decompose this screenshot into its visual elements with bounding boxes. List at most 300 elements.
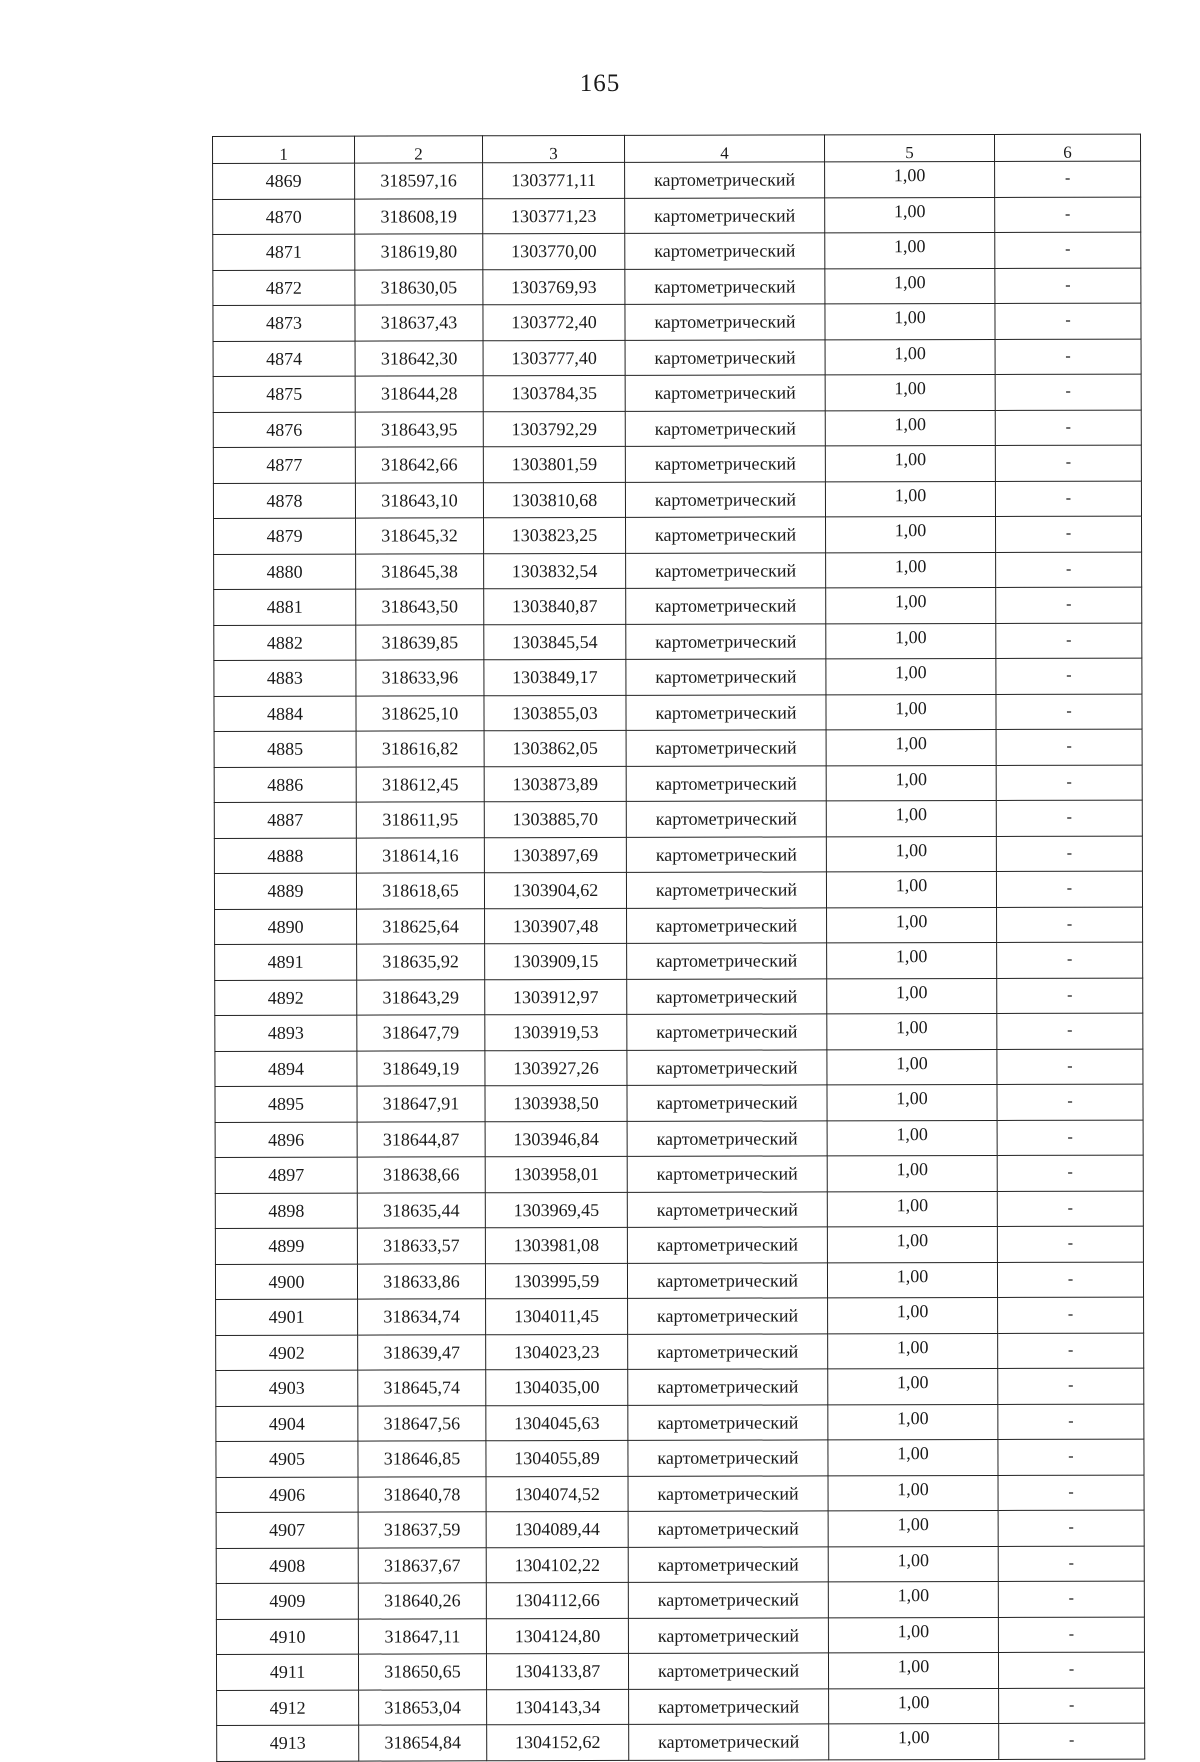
note-cell: - [997,1191,1143,1227]
method-cell: картометрический [626,730,826,766]
method-cell: картометрический [628,1653,828,1689]
table-row [216,1617,1144,1655]
point-number-cell: 4907 [216,1512,358,1548]
y-coordinate-cell: 1303849,17 [484,659,626,695]
point-number-cell: 4888 [214,838,356,874]
y-coordinate-cell: 1304089,44 [486,1511,628,1547]
point-number-cell: 4876 [213,412,355,448]
y-coordinate-cell: 1303862,05 [484,730,626,766]
method-cell: картометрический [626,765,826,801]
note-cell: - [997,907,1143,943]
y-coordinate-cell: 1304035,00 [486,1369,628,1405]
method-cell: картометрический [628,1582,828,1618]
note-cell: - [999,1688,1145,1724]
accuracy-cell: 1,00 [825,268,995,304]
column-header-1: 1 [213,136,355,163]
table-row [214,552,1142,590]
x-coordinate-cell: 318639,47 [358,1334,486,1370]
y-coordinate-cell: 1303873,89 [484,766,626,802]
table-row [216,1333,1144,1371]
column-header-3: 3 [483,135,625,162]
point-number-cell: 4869 [213,163,355,199]
method-cell: картометрический [627,1085,827,1121]
point-number-cell: 4886 [214,767,356,803]
accuracy-cell: 1,00 [825,410,995,446]
y-coordinate-cell: 1303771,11 [483,162,625,198]
x-coordinate-cell: 318633,57 [357,1228,485,1264]
table-row [213,374,1141,412]
accuracy-cell: 1,00 [825,374,995,410]
accuracy-cell: 1,00 [828,1333,998,1369]
x-coordinate-cell: 318647,91 [357,1086,485,1122]
accuracy-cell: 1,00 [826,800,996,836]
accuracy-cell: 1,00 [827,1120,997,1156]
y-coordinate-cell: 1303912,97 [485,979,627,1015]
note-cell: - [998,1333,1144,1369]
x-coordinate-cell: 318640,26 [358,1583,486,1619]
note-cell: - [995,339,1141,375]
note-cell: - [995,516,1141,552]
point-number-cell: 4912 [217,1690,359,1726]
note-cell: - [999,1723,1145,1759]
method-cell: картометрический [625,481,825,517]
table-row [214,658,1142,696]
x-coordinate-cell: 318647,79 [357,1015,485,1051]
table-row [214,800,1142,838]
x-coordinate-cell: 318619,80 [355,234,483,270]
accuracy-cell: 1,00 [826,729,996,765]
note-cell: - [997,1262,1143,1298]
method-cell: картометрический [628,1369,828,1405]
accuracy-cell: 1,00 [828,1404,998,1440]
method-cell: картометрический [627,1049,827,1085]
x-coordinate-cell: 318654,84 [359,1725,487,1761]
x-coordinate-cell: 318638,66 [357,1157,485,1193]
point-number-cell: 4882 [214,625,356,661]
table-row [216,1368,1144,1406]
accuracy-cell: 1,00 [827,1084,997,1120]
table-row [216,1404,1144,1442]
column-header-5: 5 [824,134,994,161]
accuracy-cell: 1,00 [828,1581,998,1617]
x-coordinate-cell: 318633,86 [357,1263,485,1299]
point-number-cell: 4879 [214,518,356,554]
table-row [213,161,1141,199]
y-coordinate-cell: 1303840,87 [484,588,626,624]
note-cell: - [997,942,1143,978]
method-cell: картометрический [626,588,826,624]
table-row [214,516,1142,554]
method-cell: картометрический [627,907,827,943]
x-coordinate-cell: 318597,16 [355,163,483,199]
method-cell: картометрический [625,446,825,482]
note-cell: - [998,1439,1144,1475]
table-row [215,1155,1143,1193]
method-cell: картометрический [628,1617,828,1653]
table-row [216,1546,1144,1584]
table-row [214,765,1142,803]
x-coordinate-cell: 318634,74 [358,1299,486,1335]
point-number-cell: 4877 [213,447,355,483]
method-cell: картометрический [628,1298,828,1334]
method-cell: картометрический [625,375,825,411]
y-coordinate-cell: 1303904,62 [484,872,626,908]
note-cell: - [995,410,1141,446]
y-coordinate-cell: 1303958,01 [485,1156,627,1192]
table-row [215,978,1143,1016]
method-cell: картометрический [628,1440,828,1476]
table-row [216,1510,1144,1548]
point-number-cell: 4892 [215,980,357,1016]
note-cell: - [997,1013,1143,1049]
note-cell: - [996,871,1142,907]
point-number-cell: 4870 [213,199,355,235]
accuracy-cell: 1,00 [825,339,995,375]
y-coordinate-cell: 1303845,54 [484,624,626,660]
y-coordinate-cell: 1303771,23 [483,198,625,234]
table-row [214,871,1142,909]
table-row [213,232,1141,270]
point-number-cell: 4890 [215,909,357,945]
y-coordinate-cell: 1303897,69 [484,837,626,873]
y-coordinate-cell: 1303919,53 [485,1014,627,1050]
method-cell: картометрический [626,623,826,659]
y-coordinate-cell: 1303823,25 [484,517,626,553]
note-cell: - [997,1120,1143,1156]
x-coordinate-cell: 318642,30 [355,340,483,376]
method-cell: картометрический [625,517,825,553]
accuracy-cell: 1,00 [827,1226,997,1262]
point-number-cell: 4905 [216,1441,358,1477]
accuracy-cell: 1,00 [825,161,995,197]
method-cell: картометрический [629,1724,829,1760]
note-cell: - [997,1155,1143,1191]
table-row [213,339,1141,377]
note-cell: - [997,1226,1143,1262]
point-number-cell: 4873 [213,305,355,341]
x-coordinate-cell: 318608,19 [355,198,483,234]
x-coordinate-cell: 318640,78 [358,1476,486,1512]
table-row [216,1581,1144,1619]
point-number-cell: 4899 [215,1228,357,1264]
point-number-cell: 4895 [215,1086,357,1122]
y-coordinate-cell: 1303810,68 [483,482,625,518]
point-number-cell: 4871 [213,234,355,270]
method-cell: картометрический [625,268,825,304]
x-coordinate-cell: 318643,95 [355,411,483,447]
y-coordinate-cell: 1304011,45 [486,1298,628,1334]
note-cell: - [998,1368,1144,1404]
method-cell: картометрический [625,304,825,340]
y-coordinate-cell: 1303969,45 [485,1192,627,1228]
y-coordinate-cell: 1304143,34 [487,1689,629,1725]
point-number-cell: 4889 [214,873,356,909]
method-cell: картометрический [625,197,825,233]
accuracy-cell: 1,00 [826,694,996,730]
y-coordinate-cell: 1303770,00 [483,233,625,269]
note-cell: - [996,800,1142,836]
note-cell: - [996,765,1142,801]
point-number-cell: 4893 [215,1015,357,1051]
x-coordinate-cell: 318637,59 [358,1512,486,1548]
point-number-cell: 4900 [215,1264,357,1300]
coordinates-table [212,134,1145,1762]
table-row [215,1226,1143,1264]
note-cell: - [996,694,1142,730]
x-coordinate-cell: 318646,85 [358,1441,486,1477]
y-coordinate-cell: 1303938,50 [485,1085,627,1121]
y-coordinate-cell: 1303981,08 [485,1227,627,1263]
point-number-cell: 4911 [216,1654,358,1690]
table-row [215,1084,1143,1122]
y-coordinate-cell: 1304055,89 [486,1440,628,1476]
note-cell: - [995,197,1141,233]
note-cell: - [998,1475,1144,1511]
y-coordinate-cell: 1303832,54 [484,553,626,589]
note-cell: - [997,978,1143,1014]
x-coordinate-cell: 318637,67 [358,1547,486,1583]
method-cell: картометрический [628,1511,828,1547]
table-row [217,1723,1145,1761]
x-coordinate-cell: 318650,65 [358,1654,486,1690]
note-cell: - [998,1617,1144,1653]
point-number-cell: 4896 [215,1122,357,1158]
accuracy-cell: 1,00 [828,1546,998,1582]
x-coordinate-cell: 318647,11 [358,1618,486,1654]
accuracy-cell: 1,00 [828,1475,998,1511]
method-cell: картометрический [627,1120,827,1156]
note-cell: - [995,481,1141,517]
note-cell: - [995,232,1141,268]
accuracy-cell: 1,00 [827,1049,997,1085]
accuracy-cell: 1,00 [828,1368,998,1404]
method-cell: картометрический [627,1262,827,1298]
table-row [214,694,1142,732]
method-cell: картометрический [626,801,826,837]
accuracy-cell: 1,00 [827,942,997,978]
accuracy-cell: 1,00 [827,1191,997,1227]
point-number-cell: 4874 [213,341,355,377]
method-cell: картометрический [625,410,825,446]
note-cell: - [996,658,1142,694]
method-cell: картометрический [628,1333,828,1369]
point-number-cell: 4901 [216,1299,358,1335]
x-coordinate-cell: 318643,29 [357,979,485,1015]
accuracy-cell: 1,00 [825,445,995,481]
x-coordinate-cell: 318643,50 [356,589,484,625]
x-coordinate-cell: 318614,16 [356,837,484,873]
note-cell: - [998,1297,1144,1333]
point-number-cell: 4908 [216,1548,358,1584]
table-row [215,1049,1143,1087]
point-number-cell: 4872 [213,270,355,306]
x-coordinate-cell: 318639,85 [356,624,484,660]
table-row [213,268,1141,306]
header-row [213,134,1141,163]
accuracy-cell: 1,00 [829,1688,999,1724]
y-coordinate-cell: 1303946,84 [485,1121,627,1157]
y-coordinate-cell: 1303792,29 [483,411,625,447]
point-number-cell: 4887 [214,802,356,838]
accuracy-cell: 1,00 [826,623,996,659]
y-coordinate-cell: 1303855,03 [484,695,626,731]
x-coordinate-cell: 318635,44 [357,1192,485,1228]
column-header-6: 6 [994,134,1140,161]
table-row [213,410,1141,448]
x-coordinate-cell: 318645,74 [358,1370,486,1406]
point-number-cell: 4883 [214,660,356,696]
table-header [213,134,1141,163]
method-cell: картометрический [625,339,825,375]
method-cell: картометрический [626,694,826,730]
x-coordinate-cell: 318630,05 [355,269,483,305]
point-number-cell: 4904 [216,1406,358,1442]
column-header-2: 2 [355,136,483,163]
note-cell: - [996,623,1142,659]
y-coordinate-cell: 1304112,66 [486,1582,628,1618]
note-cell: - [995,268,1141,304]
method-cell: картометрический [627,943,827,979]
table-row [215,1013,1143,1051]
method-cell: картометрический [626,552,826,588]
point-number-cell: 4894 [215,1051,357,1087]
note-cell: - [997,1084,1143,1120]
y-coordinate-cell: 1303772,40 [483,304,625,340]
accuracy-cell: 1,00 [828,1617,998,1653]
note-cell: - [996,836,1142,872]
point-number-cell: 4885 [214,731,356,767]
y-coordinate-cell: 1303927,26 [485,1050,627,1086]
table-row [215,1120,1143,1158]
x-coordinate-cell: 318616,82 [356,731,484,767]
method-cell: картометрический [628,1546,828,1582]
point-number-cell: 4880 [214,554,356,590]
note-cell: - [995,374,1141,410]
x-coordinate-cell: 318643,10 [355,482,483,518]
x-coordinate-cell: 318644,87 [357,1121,485,1157]
accuracy-cell: 1,00 [827,1013,997,1049]
accuracy-cell: 1,00 [827,1262,997,1298]
y-coordinate-cell: 1303885,70 [484,801,626,837]
accuracy-cell: 1,00 [826,552,996,588]
table-row [213,481,1141,519]
note-cell: - [995,303,1141,339]
method-cell: картометрический [626,836,826,872]
table-row [216,1652,1144,1690]
accuracy-cell: 1,00 [827,978,997,1014]
point-number-cell: 4884 [214,696,356,732]
note-cell: - [995,161,1141,197]
table-row [214,587,1142,625]
x-coordinate-cell: 318642,66 [355,447,483,483]
table-row [214,729,1142,767]
method-cell: картометрический [627,1191,827,1227]
method-cell: картометрический [625,162,825,198]
point-number-cell: 4898 [215,1193,357,1229]
point-number-cell: 4891 [215,944,357,980]
y-coordinate-cell: 1303801,59 [483,446,625,482]
note-cell: - [998,1581,1144,1617]
table-row [214,836,1142,874]
y-coordinate-cell: 1303995,59 [485,1263,627,1299]
note-cell: - [995,445,1141,481]
accuracy-cell: 1,00 [825,303,995,339]
note-cell: - [997,1049,1143,1085]
method-cell: картометрический [627,1156,827,1192]
note-cell: - [998,1652,1144,1688]
table-row [213,197,1141,235]
table-row [213,445,1141,483]
accuracy-cell: 1,00 [825,232,995,268]
method-cell: картометрический [629,1688,829,1724]
table-row [217,1688,1145,1726]
accuracy-cell: 1,00 [826,765,996,801]
table-body [213,161,1145,1761]
x-coordinate-cell: 318647,56 [358,1405,486,1441]
method-cell: картометрический [628,1404,828,1440]
page-number: 165 [579,70,621,97]
note-cell: - [996,729,1142,765]
method-cell: картометрический [626,659,826,695]
table-row [215,1262,1143,1300]
accuracy-cell: 1,00 [826,836,996,872]
accuracy-cell: 1,00 [826,587,996,623]
point-number-cell: 4902 [216,1335,358,1371]
accuracy-cell: 1,00 [825,516,995,552]
method-cell: картометрический [628,1475,828,1511]
note-cell: - [998,1546,1144,1582]
point-number-cell: 4881 [214,589,356,625]
table-row [215,907,1143,945]
accuracy-cell: 1,00 [829,1723,999,1759]
accuracy-cell: 1,00 [825,197,995,233]
x-coordinate-cell: 318611,95 [356,802,484,838]
accuracy-cell: 1,00 [827,907,997,943]
point-number-cell: 4903 [216,1370,358,1406]
x-coordinate-cell: 318644,28 [355,376,483,412]
x-coordinate-cell: 318649,19 [357,1050,485,1086]
y-coordinate-cell: 1304102,22 [486,1547,628,1583]
x-coordinate-cell: 318625,64 [357,908,485,944]
table-row [215,1191,1143,1229]
x-coordinate-cell: 318653,04 [359,1689,487,1725]
y-coordinate-cell: 1304045,63 [486,1405,628,1441]
x-coordinate-cell: 318635,92 [357,944,485,980]
point-number-cell: 4913 [217,1725,359,1761]
point-number-cell: 4878 [213,483,355,519]
accuracy-cell: 1,00 [828,1297,998,1333]
x-coordinate-cell: 318645,32 [356,518,484,554]
point-number-cell: 4910 [216,1619,358,1655]
note-cell: - [998,1404,1144,1440]
point-number-cell: 4909 [216,1583,358,1619]
y-coordinate-cell: 1303909,15 [485,943,627,979]
y-coordinate-cell: 1303777,40 [483,340,625,376]
y-coordinate-cell: 1304023,23 [486,1334,628,1370]
point-number-cell: 4906 [216,1477,358,1513]
x-coordinate-cell: 318618,65 [356,873,484,909]
method-cell: картометрический [627,1227,827,1263]
y-coordinate-cell: 1303769,93 [483,269,625,305]
method-cell: картометрический [627,978,827,1014]
method-cell: картометрический [626,872,826,908]
y-coordinate-cell: 1303907,48 [485,908,627,944]
accuracy-cell: 1,00 [826,658,996,694]
point-number-cell: 4897 [215,1157,357,1193]
point-number-cell: 4875 [213,376,355,412]
table-row [216,1297,1144,1335]
y-coordinate-cell: 1303784,35 [483,375,625,411]
